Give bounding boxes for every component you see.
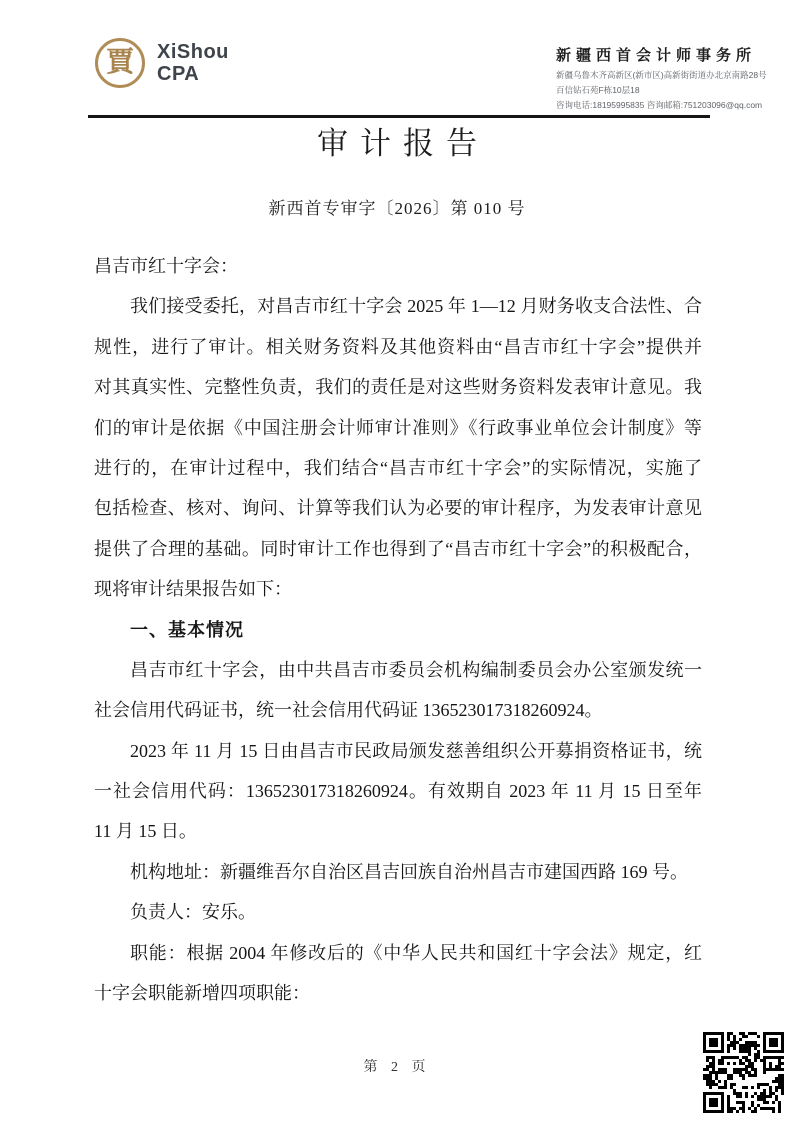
body-line: 一社会信用代码：136523017318260924。有效期自 2023 年 11 月 15 日至年 <box>94 781 702 802</box>
page-number: 第 2 页 <box>363 1060 431 1075</box>
body-line: 我们接受委托，对昌吉市红十字会 2025 年 1—12 月财务收支合法性、合 <box>130 296 702 317</box>
logo-seal-icon <box>95 38 145 88</box>
body-line: 现将审计结果报告如下： <box>94 579 292 600</box>
report-body <box>94 246 702 1013</box>
logo-wordmark <box>157 41 229 85</box>
report-doc-number: 新西首专审字〔2026〕第 010 号 <box>268 199 526 218</box>
firm-address-line1: 新疆乌鲁木齐高新区(新市区)高新街街道办北京南路28号 <box>556 70 767 80</box>
report-title: 审计报告 <box>317 126 489 161</box>
firm-info-block <box>556 44 794 110</box>
body-line: 包括检查、核对、询问、计算等我们认为必要的审计程序，为发表审计意见 <box>94 498 702 519</box>
section-heading-basic-info: 一、基本情况 <box>130 619 244 640</box>
body-line: 负责人：安乐。 <box>130 902 256 923</box>
logo-wordmark-line2: CPA <box>157 63 200 85</box>
body-line: 11 月 15 日。 <box>94 821 197 842</box>
logo-seal-character: 賈 <box>105 47 134 78</box>
body-line: 们的审计是依据《中国注册会计师审计准则》《行政事业单位会计制度》等 <box>94 417 702 438</box>
firm-address-line2: 百信钻石苑F栋10层18 <box>556 85 640 95</box>
body-line: 昌吉市红十字会，由中共昌吉市委员会机构编制委员会办公室颁发统一 <box>130 659 702 680</box>
verification-qr-code-icon <box>703 1032 784 1113</box>
body-line: 进行的，在审计过程中，我们结合“昌吉市红十字会”的实际情况，实施了 <box>94 457 702 478</box>
firm-contact-line: 咨询电话:18195995835 咨询邮箱:751203096@qq.com <box>556 100 763 110</box>
body-line: 职能：根据 2004 年修改后的《中华人民共和国红十字会法》规定，红 <box>130 942 702 963</box>
firm-logo <box>95 38 229 88</box>
body-line: 十字会职能新增四项职能： <box>94 983 310 1004</box>
page-header <box>0 0 794 118</box>
body-line: 提供了合理的基础。同时审计工作也得到了“昌吉市红十字会”的积极配合， <box>94 538 702 559</box>
firm-name: 新疆西首会计师事务所 <box>556 48 757 64</box>
body-line: 规性，进行了审计。相关财务资料及其他资料由“昌吉市红十字会”提供并 <box>94 336 702 357</box>
body-line: 昌吉市红十字会： <box>94 256 238 276</box>
body-line: 机构地址：新疆维吾尔自治区昌吉回族自治州昌吉市建国西路 169 号。 <box>130 861 688 882</box>
body-line: 社会信用代码证书，统一社会信用代码证 136523017318260924。 <box>94 700 603 721</box>
logo-wordmark-line1: XiShou <box>157 41 229 63</box>
body-line: 对其真实性、完整性负责，我们的责任是对这些财务资料发表审计意见。我 <box>94 377 702 398</box>
body-line: 2023 年 11 月 15 日由昌吉市民政局颁发慈善组织公开募捐资格证书，统 <box>130 740 702 761</box>
